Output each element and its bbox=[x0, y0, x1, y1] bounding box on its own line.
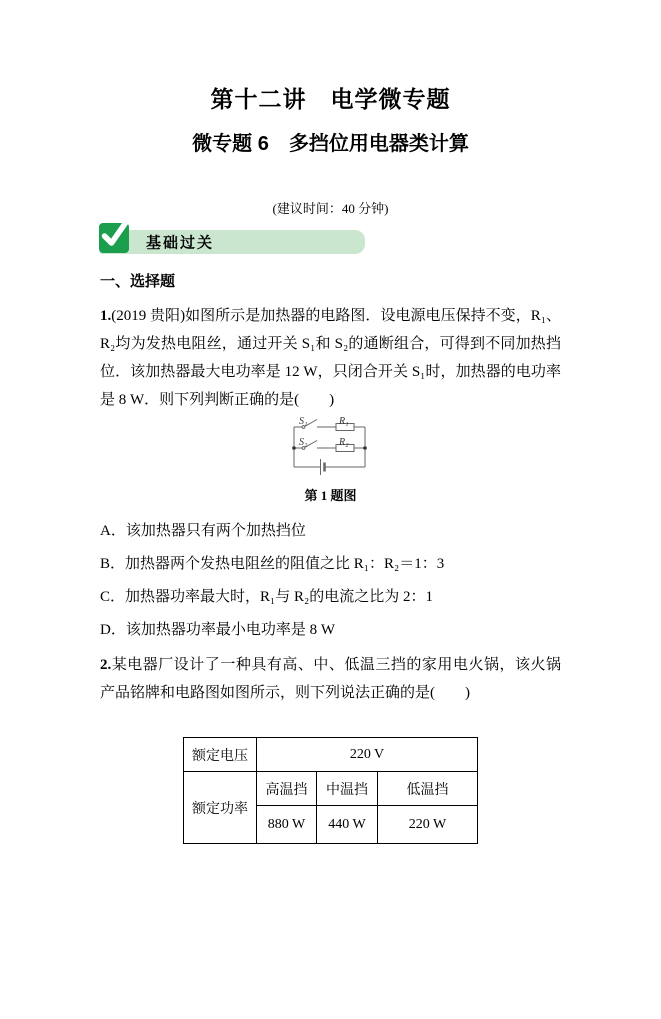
gear-low-label-cell: 低温挡 bbox=[377, 772, 477, 806]
label-r1: R₁ bbox=[338, 416, 349, 427]
question-1-number: 1. bbox=[100, 308, 112, 324]
label-s2: S₂ bbox=[298, 437, 307, 448]
worksheet-page bbox=[0, 84, 661, 1019]
voltage-value-cell: 220 V bbox=[256, 738, 477, 772]
suggested-time-note: (建议时间：40 分钟) bbox=[272, 201, 389, 216]
gear-high-label-cell: 高温挡 bbox=[256, 772, 316, 806]
question-1-options bbox=[100, 515, 561, 647]
gear-low-power-cell: 220 W bbox=[377, 806, 477, 844]
nameplate-table bbox=[183, 737, 478, 844]
junction-dot-right bbox=[363, 446, 367, 450]
option-d: D．该加热器功率最小电功率是 8 W bbox=[100, 622, 335, 638]
banner-label: 基础过关 bbox=[146, 234, 215, 252]
question-1-text: (2019 贵阳)如图所示是加热器的电路图．设电源电压保持不变，R₁、R₂均为发热电阻丝，通过开关 S₁和 S₂的通断组合，可得到不同加热挡位．该加热器最大电功率是 12 W，只闭合开关 S₁时，加热器的电功率是 8 W．则下列判断正确的是( ) bbox=[100, 308, 561, 408]
question-2-number: 2. bbox=[100, 657, 112, 673]
gear-high-power-cell: 880 W bbox=[256, 806, 316, 844]
page-title: 第十二讲 电学微专题 bbox=[210, 86, 451, 112]
junction-dot-left bbox=[292, 446, 296, 450]
question-2 bbox=[100, 651, 561, 707]
table-row-voltage bbox=[183, 738, 477, 772]
power-label-cell: 额定功率 bbox=[183, 772, 256, 844]
circuit-diagram bbox=[290, 408, 372, 478]
question-1-figure bbox=[100, 408, 561, 504]
option-c: C．加热器功率最大时，R₁与 R₂的电流之比为 2：1 bbox=[100, 589, 433, 605]
question-2-text: 某电器厂设计了一种具有高、中、低温三挡的家用电火锅，该火锅产品铭牌和电路图如图所示，则下列说法正确的是( ) bbox=[100, 657, 561, 701]
section-heading: 一、选择题 bbox=[100, 273, 176, 290]
option-b: B．加热器两个发热电阻丝的阻值之比 R₁：R₂＝1：3 bbox=[100, 556, 445, 572]
gear-mid-label-cell: 中温挡 bbox=[316, 772, 377, 806]
battery-icon bbox=[294, 459, 365, 475]
label-r2: R₂ bbox=[338, 437, 349, 448]
page-subtitle: 微专题 6 多挡位用电器类计算 bbox=[192, 133, 469, 155]
figure-caption: 第 1 题图 bbox=[304, 488, 357, 503]
question-1 bbox=[100, 302, 561, 414]
label-s1: S₁ bbox=[298, 416, 307, 427]
table-row-gear-headers bbox=[183, 772, 477, 806]
voltage-label-cell: 额定电压 bbox=[183, 738, 256, 772]
section-banner bbox=[100, 230, 365, 254]
gear-mid-power-cell: 440 W bbox=[316, 806, 377, 844]
option-a: A．该加热器只有两个加热挡位 bbox=[100, 523, 306, 539]
content-area bbox=[0, 272, 661, 844]
checkmark-icon bbox=[99, 223, 129, 253]
